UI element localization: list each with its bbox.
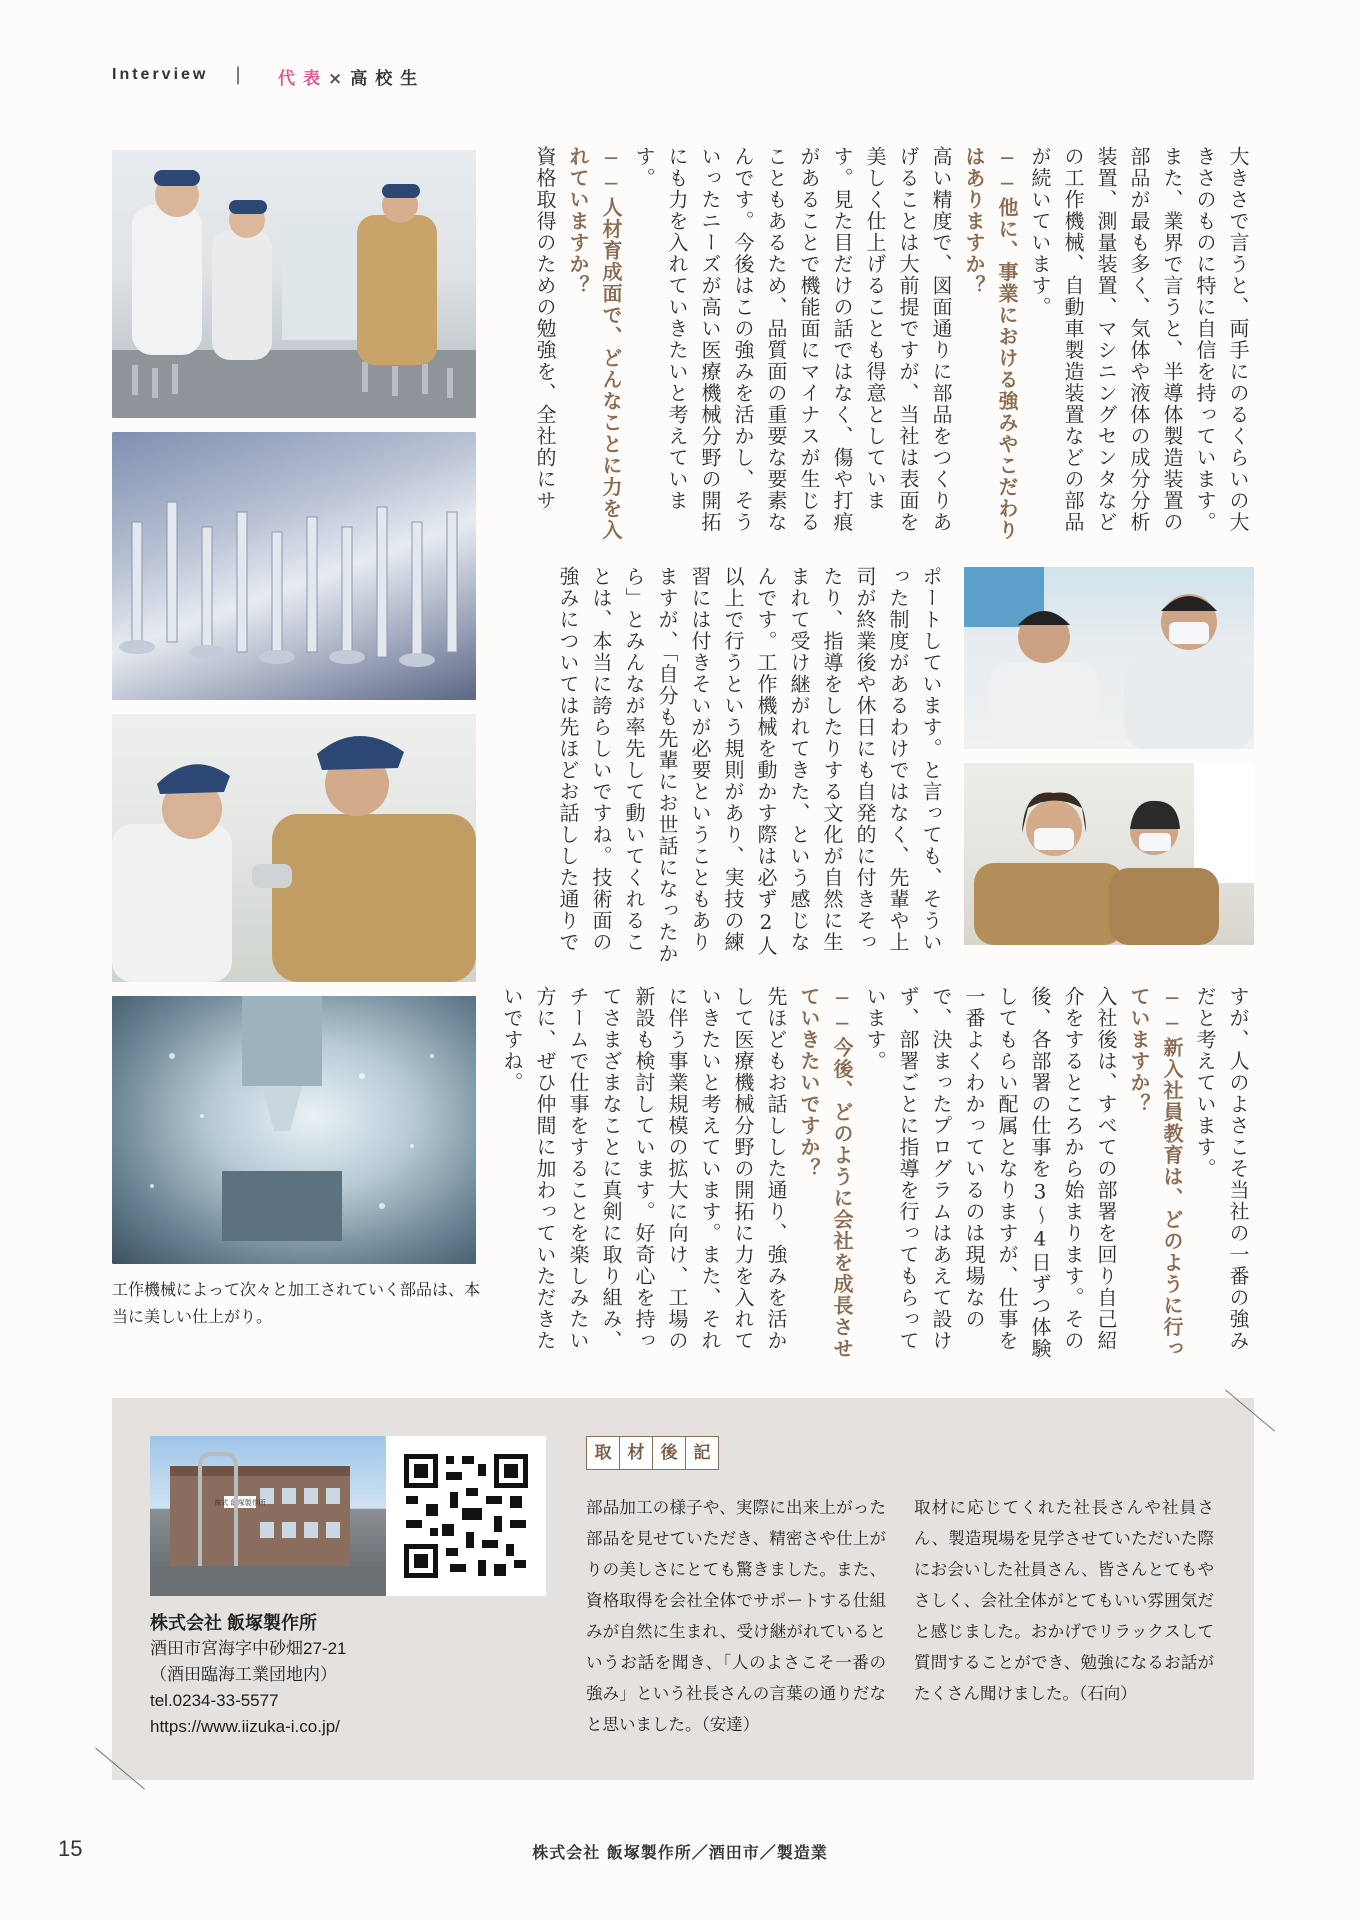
col1-para-2: 高い精度で、図面通りに部品をつくりあげることは大前提ですが、当社は表面を美しく仕上げることも得意としています。見た目だけの話ではなく、傷や打痕があることで機能面にマイナスが生じることもあるため、品質面の重要な要素なんです。今後はこの強みを活かし、そういったニーズが高い医療機械分野の開拓にも力を入れていきたいと考えています。 [632,146,953,533]
qr-code-graphic [386,1436,546,1596]
interview-category [278,64,425,89]
category-student: 高校生 [350,69,426,89]
article-column-2 [497,566,947,966]
photo-2-illustration [112,432,476,700]
afterword-title-char-1: 取 [586,1436,620,1470]
qr-code[interactable] [386,1436,546,1596]
col3-para-1: すが、人のよさこそ当社の一番の強みだと考えています。 [1193,986,1250,1352]
section-label: Interview [112,66,209,83]
col2-para-1: ポートしています。と言っても、そういった制度があるわけではなく、先輩や上司が終業後や休日にも自発的に付きそったり、指導をしたりする文化が自然に生まれて受け継がれてきた、という感じなんです。工作機械を動かす際は必ず2人以上で行うという規則があり、実技の練習には付きそいが必要ということもありますが、「自分も先輩にお世話になったから」とみんなが率先して動いてくれることは、本当に誇らしいですね。技術面の強みについては先ほどお話しした通りで [556,566,943,965]
photo-6-illustration [964,763,1254,945]
photo-students-inspecting-parts [112,150,476,418]
photo-5-illustration [964,567,1254,749]
company-address: 酒田市宮海字中砂畑27-21 [150,1639,347,1658]
col3-question-1: ──新入社員教育は、どのように行っていますか？ [1127,986,1184,1360]
col1-para-3: 資格取得のための勉強を、全社的にサ [533,146,557,512]
photo-students-seated [964,567,1254,749]
company-details [150,1610,470,1740]
photo-machining-with-coolant [112,996,476,1264]
building-sign: 株式 飯塚製作所 [214,1499,266,1507]
col1-question-2: ──人材育成面で、どんなことに力を入れていますか？ [566,146,623,541]
company-area: （酒田臨海工業団地内） [150,1665,337,1684]
col3-para-3: 先ほどもお話しした通り、強みを活かして医療機械分野の開拓に力を入れていきたいと考えています。また、それに伴う事業規模の拡大に向け、工場の新設も検討しています。好奇心を持ってさまざまなことに真剣に取り組み、チームで仕事をすることを楽しみたい方に、ぜひ仲間に加わっていただきたいですね。 [500,986,788,1352]
company-name: 株式会社 飯塚製作所 [150,1613,318,1633]
photo-caption: 工作機械によって次々と加工されていく部品は、本当に美しい仕上がり。 [112,1280,481,1326]
photo-machined-parts-array [112,432,476,700]
afterword-title [586,1436,718,1468]
header-divider: | [235,64,242,85]
col1-para-1: 大きさで言うと、両手にのるくらいの大きさのものに特に自信を持っています。また、業界で言うと、半導体製造装置の部品が最も多く、気体や液体の成分分析装置、測量装置、マシニングセンタなどの工作機械、自動車製造装置などの部品が続いています。 [1028,146,1250,533]
article-column-1 [497,146,1254,546]
photo-staff-explaining-part [112,714,476,982]
building-illustration [150,1436,386,1596]
category-representative: 代表 [278,69,328,89]
company-tel[interactable]: tel.0234-33-5577 [150,1691,279,1710]
afterword-title-char-4: 記 [685,1436,719,1470]
footer-company-line: 株式会社 飯塚製作所／酒田市／製造業 [532,1843,828,1862]
afterword-adachi: 部品加工の様子や、実際に出来上がった部品を見せていただき、精密さや仕上がりの美しさにとても驚きました。また、資格取得を会社全体でサポートする仕組みが自然に生まれ、受け継がれているというお話を聞き、「人のよさこそ一番の強み」という社長さんの言葉の通りだなと思いました。（安達） [586,1498,886,1734]
afterword-title-char-3: 後 [652,1436,686,1470]
photo-1-illustration [112,150,476,418]
col1-question-1: ──他に、事業における強みやこだわりはありますか？ [962,146,1019,541]
col3-question-2: ──今後、どのように会社を成長させていきたいですか？ [797,986,854,1360]
photo-3-illustration [112,714,476,982]
photo-4-illustration [112,996,476,1264]
photo-company-building [150,1436,386,1596]
col3-para-2: 入社後は、すべての部署を回り自己紹介をするところから始まります。その後、各部署の仕事を3〜4日ずつ体験してもらい配属となりますが、仕事を一番よくわかっているのは現場なので、決まったプログラムはあえて設けず、部署ごとに指導を行ってもらっています。 [863,986,1118,1360]
article-column-3 [497,986,1254,1366]
category-times: × [328,69,351,89]
page-number: 15 [58,1836,83,1861]
afterword-ishimukai: 取材に応じてくれた社長さんや社員さん、製造現場を見学させていただいた際にお会いした社員さん、皆さんとてもやさしく、会社全体がとてもいい雰囲気だと感じました。おかげでリラックスして質問することができ、勉強になるお話がたくさん聞けました。（石向） [914,1498,1214,1703]
photo-employees-seated [964,763,1254,945]
afterword-title-char-2: 材 [619,1436,653,1470]
company-url[interactable]: https://www.iizuka-i.co.jp/ [150,1717,340,1736]
